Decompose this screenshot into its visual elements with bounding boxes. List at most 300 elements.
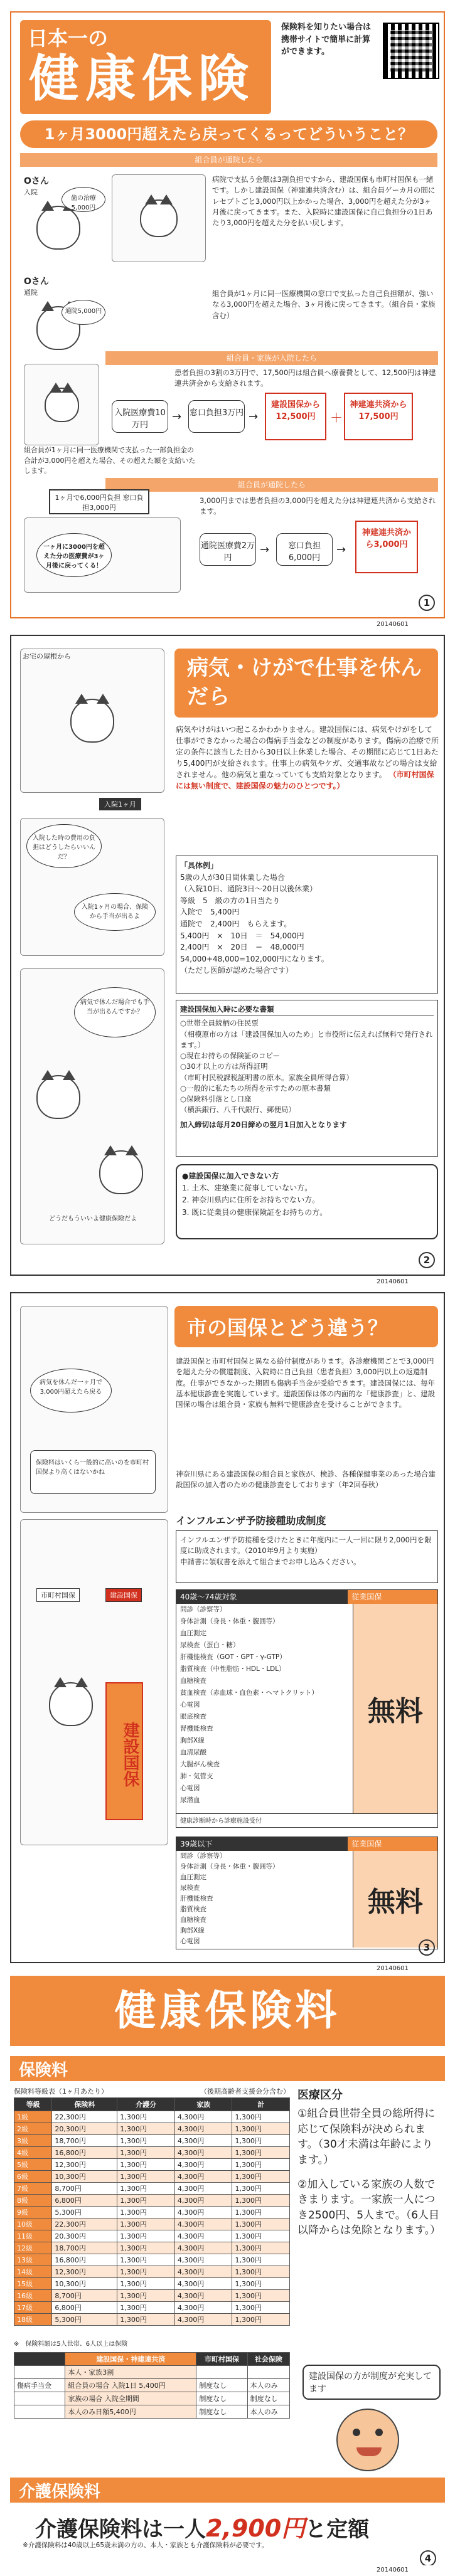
t1-row: 腎機能検査 — [180, 1725, 213, 1732]
document-line: （横浜銀行、八千代銀行、郵便局） — [180, 1105, 296, 1115]
body — [176, 724, 439, 849]
section-a: 保険料 — [10, 2056, 445, 2081]
table-cell: 1,300円 — [117, 2230, 175, 2242]
table-cell: 1,300円 — [232, 2242, 290, 2254]
table-row — [14, 2218, 290, 2230]
column-header: 家族 — [174, 2098, 232, 2111]
table-cell — [196, 2366, 247, 2379]
body-4: 組合員が1ヶ月に同一医療機関で支払った一部負担金の合計が3,000円を超えた場合、その超えた額を支給いたします。 — [24, 446, 196, 475]
left-caption-2: 保険料はいくら一般的に高いのを市町村国保より高くはないかね — [30, 1450, 156, 1494]
banner: 1ヶ月3000円超えたら戻ってくるってどういうこと？ — [20, 120, 437, 148]
table-cell: 12,300円 — [52, 2159, 117, 2171]
t2-head-right: 従業国保 — [348, 1837, 437, 1851]
table-cell: 4,300円 — [174, 2111, 232, 2123]
document-line: （相模原市の方は「建設国保加入のため」と市役所に伝えれば無料で発行されます。） — [180, 1029, 433, 1049]
t2-free: 無料 — [353, 1851, 437, 1948]
page-3 — [10, 1292, 445, 1963]
arrow-right-icon: → — [336, 543, 346, 556]
table-row — [14, 2135, 290, 2147]
table-cell: 1,300円 — [117, 2207, 175, 2218]
sign-board: 1ヶ月で6,000円負担 窓口負担3,000円 — [49, 489, 149, 514]
page-date: 20140601 — [377, 621, 409, 628]
table-cell: 20,300円 — [52, 2230, 117, 2242]
example-line: 5歳の人が30日間休業した場合 — [180, 872, 285, 882]
column-header: 等級 — [14, 2098, 52, 2111]
table-row — [14, 2171, 290, 2183]
page-date: 20140601 — [377, 1278, 409, 1285]
example-line: （ただし医師が認めた場合です） — [180, 966, 294, 975]
table-cell: 6,800円 — [52, 2195, 117, 2207]
example-line: 等級 5 級の方の1日当たり — [180, 896, 281, 905]
page-number: 1 — [419, 595, 435, 611]
table-cell: 8,700円 — [52, 2290, 117, 2302]
t2-rows — [176, 1851, 353, 1948]
table-cell: 1,300円 — [117, 2111, 175, 2123]
case-a-label: Oさん — [24, 176, 49, 186]
title-big: 健康保険 — [29, 50, 255, 108]
cat-illustration-icon — [36, 206, 80, 250]
body-3: 患者負担の3割の3万円で、17,500円は組合員へ療養費として、12,500円は神建連共済会から支給されます。 — [174, 368, 436, 388]
table-cell: 4,300円 — [174, 2314, 232, 2326]
case-b-sub: 通院 — [24, 289, 38, 297]
table-title-right: （後期高齢者支援金分含む） — [200, 2087, 290, 2096]
t1-row: 眼底検査 — [180, 1713, 206, 1720]
table-cell: 4,300円 — [174, 2183, 232, 2195]
table-cell: 1,300円 — [117, 2278, 175, 2290]
kaigo-amount: 2,900円 — [206, 2515, 306, 2542]
table-cell: 22,300円 — [52, 2218, 117, 2230]
table-cell: 本人のみ — [247, 2379, 289, 2392]
table-cell: 10,300円 — [52, 2171, 117, 2183]
table-cell: 18級 — [14, 2314, 52, 2326]
table-note: ※ 保険料額は5人世帯、6人以上は保険 — [14, 2341, 128, 2348]
table-cell: 18,700円 — [52, 2242, 117, 2254]
example-lines — [180, 872, 434, 977]
table-cell: 4,300円 — [174, 2207, 232, 2218]
warning-line: 1. 土木、建築業に従事していない方。 — [182, 1184, 313, 1193]
flow1-plus: ＋ — [330, 410, 343, 425]
section-b: 介護保険料 — [10, 2478, 445, 2503]
table-cell: 4,300円 — [174, 2123, 232, 2135]
table-cell: 16級 — [14, 2290, 52, 2302]
kaigo-text: 介護保険料は一人 — [35, 2517, 206, 2542]
table-cell: 1,300円 — [117, 2290, 175, 2302]
table-cell: 4,300円 — [174, 2254, 232, 2266]
example-line: 5,400円 × 10日 ＝ 54,000円 — [180, 931, 304, 940]
table-cell: 4,300円 — [174, 2278, 232, 2290]
t1-row: 血清尿酸 — [180, 1749, 206, 1756]
table-cell: 1,300円 — [232, 2230, 290, 2242]
document-line: ○30才以上の方は所得証明 — [180, 1062, 268, 1071]
roof-fall-illustration-icon — [20, 649, 164, 793]
table-cell: 1,300円 — [117, 2183, 175, 2195]
warning-box — [176, 1164, 438, 1239]
table-cell: 14級 — [14, 2266, 52, 2278]
table-row — [14, 2366, 290, 2379]
table-cell: 2級 — [14, 2123, 52, 2135]
column-header: 保険料 — [52, 2098, 117, 2111]
example-line: 入院で 5,400円 — [180, 908, 240, 917]
case-illustrations — [24, 174, 105, 363]
t1-foot: 健康診断時から診療施設受付 — [176, 1813, 437, 1826]
t2-row: 胸部X線 — [180, 1927, 205, 1934]
t1-rows — [176, 1604, 353, 1813]
table-cell: 1,300円 — [232, 2207, 290, 2218]
table-cell: 4,300円 — [174, 2171, 232, 2183]
compare-table — [14, 2352, 290, 2419]
column-header: 計 — [232, 2098, 290, 2111]
body-2: 組合員が1ヶ月に同一医療機関の窓口で支払った自己負担額が、強いなる3,000円を超えた場合、3ヶ月後に戻ってきます。（組合員・家族含む） — [212, 289, 436, 320]
t1-row: 胸部X線 — [180, 1737, 205, 1744]
t1-row: 血糖検査 — [180, 1677, 206, 1685]
t1-row: 尿検査（蛋白・糖） — [180, 1641, 240, 1649]
caption-3: 病気で休んだ場合でも手当が出るんですか？ — [74, 987, 156, 1037]
section-head-2: 組合員・家族が入院したら — [105, 351, 438, 365]
table-cell: 4,300円 — [174, 2147, 232, 2159]
case-a-sub: 入院 — [24, 188, 38, 196]
table-cell: 9級 — [14, 2207, 52, 2218]
caption-2: 入院1ヶ月の場合、保険から手当が出るよ — [74, 893, 156, 931]
t2-row: 血糖検査 — [180, 1916, 206, 1924]
table-cell: 1,300円 — [232, 2302, 290, 2314]
t2-head-left: 39歳以下 — [180, 1840, 213, 1848]
table-cell: 本人・家族3割 — [65, 2366, 196, 2379]
doctor-illustration-icon — [112, 174, 206, 262]
example-line: （入院10日、通院3日～20日以後休業） — [180, 884, 318, 894]
med-head: 医療区分 — [297, 2089, 343, 2102]
table-cell: 1,300円 — [117, 2147, 175, 2159]
bubble-c: 一ヶ月に3000円を超えた分の医療費が3ヶ月後に戻ってくる！ — [36, 533, 112, 577]
table-cell: 11級 — [14, 2230, 52, 2242]
table-cell: 家族の場合 入院全期間 — [65, 2392, 196, 2405]
warning-head: ●建設国保に加入できない方 — [182, 1172, 279, 1180]
page-title: 病気・けがで仕事を休んだら — [174, 649, 438, 718]
table-row — [14, 2405, 290, 2419]
column-header: 市町村国保 — [196, 2353, 247, 2366]
table-cell: 4級 — [14, 2147, 52, 2159]
table-cell: 10級 — [14, 2218, 52, 2230]
document-line: ○世帯全員続柄の住民票 — [180, 1019, 259, 1028]
table-cell: 4,300円 — [174, 2195, 232, 2207]
section-head-3: 組合員が通院したら — [105, 478, 438, 492]
table-row — [14, 2183, 290, 2195]
sign-kensetsu: 建設国保 — [105, 1588, 142, 1602]
flu-head: インフルエンザ予防接種助成制度 — [176, 1515, 326, 1527]
t1-row: 血圧測定 — [180, 1630, 206, 1637]
table-title-left: 保険料等級表（1ヶ月あたり） — [14, 2087, 108, 2096]
t1-row: 尿潜血 — [180, 1796, 200, 1804]
table-cell: 1,300円 — [117, 2314, 175, 2326]
sign-municipal: 市町村国保 — [36, 1588, 80, 1602]
left-caption-1: 病気を休んだ一ヶ月で3,000円超えたら戻る — [30, 1369, 112, 1413]
documents-box — [176, 1000, 438, 1157]
table-cell: 1,300円 — [117, 2302, 175, 2314]
table-cell — [14, 2392, 65, 2405]
warning-line: 2. 神奈川県内に住所をお持ちでない方。 — [182, 1195, 320, 1205]
table-row — [14, 2314, 290, 2326]
table-cell: 1,300円 — [117, 2218, 175, 2230]
t2-row: 脂質検査 — [180, 1905, 206, 1913]
table-cell: 1,300円 — [117, 2123, 175, 2135]
t2-row: 問診（診察等） — [180, 1852, 227, 1860]
table-cell: 12級 — [14, 2242, 52, 2254]
cat-illustration-icon — [36, 1075, 80, 1119]
cat-illustration-icon — [49, 1682, 93, 1726]
t2-row: 尿検査 — [180, 1884, 200, 1892]
caption-4: どうだもういいよ健康保険だよ — [49, 1216, 137, 1222]
t1-row: 問診（診察等） — [180, 1606, 227, 1613]
column-header: 建設国保・神建連共済 — [65, 2353, 196, 2366]
t1-row: 心電図 — [180, 1701, 200, 1709]
table-cell: 8,700円 — [52, 2183, 117, 2195]
table-row — [14, 2123, 290, 2135]
body-1: 病院で支払う金額は3割負担ですから、建設国保も市町村国保も一緒です。しかし建設国保（神建連共済含む）は、組合員ゲーカ月の間にレセプトごと3,000円以上かかった場合、3,000円を超えた分が3ヶ月後に戻ってきます。また、入院時に建設国保に自己負担分の1日あたり3,000円を超えた分を払い戻します。 — [212, 175, 436, 227]
hospital-bed-illustration-icon — [24, 364, 99, 445]
flu-sub: 申請書に領収書を添えて組合までお申し込みください。 — [180, 1557, 361, 1566]
page-number: 2 — [419, 1252, 435, 1268]
table-cell: 1,300円 — [117, 2254, 175, 2266]
body-5: 3,000円までは患者負担の3,000円を超えた分は神建連共済から支給されます。 — [200, 496, 436, 516]
page-date: 20140601 — [377, 1965, 409, 1972]
flu-body: インフルエンザ予防接種を受けたときに年度内に一人一回に限り2,000円を限度に助成されます。（2010年9月より実施） — [180, 1535, 432, 1556]
example-head: 「具体例」 — [180, 861, 218, 870]
body-2: 神奈川県にある建設国保の組合員と家族が、検診、各種保健事業のあった場合建設国保の加入者のための健康診査をしております（年2回春秋） — [176, 1470, 436, 1490]
example-line: 2,400円 × 20日 ＝ 48,000円 — [180, 943, 304, 952]
arrow-right-icon: → — [172, 410, 182, 423]
table-cell: 5,300円 — [52, 2207, 117, 2218]
document-line: ○一般的に私たちの所得を示すための原本書類 — [180, 1083, 331, 1093]
arrow-right-icon: → — [249, 410, 259, 423]
arrow-right-icon: → — [260, 543, 270, 556]
t1-head-right: 従業国保 — [348, 1590, 437, 1604]
table-cell: 1,300円 — [232, 2195, 290, 2207]
cat-illustration-icon — [99, 1150, 143, 1194]
body: 建設国保と市町村国保と異なる給付制度があります。各診療機関ごとで3,000円を超えた分の償還制度、入院時に自己負担（患者負担）3,000円以上の返還制度。仕事ができなかった期間も傷病手当金が受給できます。建設国保には、毎年基本健康診査を実施しています。建設国保は体の内面的な「健康診査」と、建設国保の場合は組合員・家族も無料で健康診査を受けることができます。 — [176, 1357, 436, 1409]
table-cell: 7級 — [14, 2183, 52, 2195]
table-cell: 1,300円 — [232, 2266, 290, 2278]
page-title: 市の国保とどう違う？ — [174, 1306, 438, 1347]
table-row — [14, 2195, 290, 2207]
table-row — [14, 2230, 290, 2242]
table-cell: 1,300円 — [232, 2147, 290, 2159]
t1-row: 身体計測（身長・体重・腹囲等） — [180, 1618, 279, 1625]
table-cell: 1,300円 — [232, 2111, 290, 2123]
flow2-box-1: 通院医療費2万円 — [200, 533, 256, 566]
t1-row: 貧血検査（赤血球・血色素・ヘマトクリット） — [180, 1689, 318, 1697]
vertical-banner: 建設国保 — [105, 1682, 143, 1820]
example-box — [176, 856, 438, 994]
table-cell: 16,800円 — [52, 2147, 117, 2159]
table-cell: 1,300円 — [117, 2242, 175, 2254]
table-cell: 4,300円 — [174, 2242, 232, 2254]
med-2: ②加入している家族の人数できまります。一家族一人につき2500円、5人まで。（6人目以降からは免除となります。） — [297, 2178, 441, 2237]
table-row — [14, 2266, 290, 2278]
page-number: 4 — [420, 2550, 436, 2565]
table-cell: 1,300円 — [232, 2290, 290, 2302]
flow1-box-2: 窓口負担3万円 — [188, 400, 245, 433]
page-date: 20140601 — [377, 2567, 409, 2573]
checkup-table-2 — [176, 1837, 438, 1949]
table-cell: 1,300円 — [232, 2314, 290, 2326]
premium-table — [14, 2097, 290, 2326]
t1-head-left: 40歳～74歳対象 — [180, 1593, 237, 1601]
table-cell: 6級 — [14, 2171, 52, 2183]
bubble-a: 歯の治療5,000円 — [62, 187, 105, 212]
body-red: （市町村国保には無い制度で、建設国保の魅力のひとつです。） — [176, 770, 434, 790]
table-row — [14, 2254, 290, 2266]
table-cell: 17級 — [14, 2302, 52, 2314]
column-header — [14, 2353, 65, 2366]
example-line: 通院で 2,400円 もらえます。 — [180, 919, 292, 928]
flu-box — [176, 1530, 438, 1583]
table-cell: 12,300円 — [52, 2266, 117, 2278]
table-cell: 18,700円 — [52, 2135, 117, 2147]
table-cell: 1,300円 — [232, 2183, 290, 2195]
flow1-box-1: 入院医療費10万円 — [112, 400, 168, 433]
t2-row: 心電図 — [180, 1937, 200, 1945]
documents-head: 建設国保加入時に必要な書類 — [180, 1004, 434, 1015]
case-b-label: Oさん — [24, 277, 49, 287]
table-cell — [14, 2405, 65, 2419]
bubble-b: 通院5,000円 — [62, 300, 105, 325]
column-header: 社会保険 — [247, 2353, 289, 2366]
table-cell: 傷病手当金 — [14, 2379, 65, 2392]
table-cell: 1,300円 — [232, 2218, 290, 2230]
table-cell: 4,300円 — [174, 2290, 232, 2302]
table-cell: 本人のみ — [247, 2405, 289, 2419]
table-row — [14, 2302, 290, 2314]
table-row — [14, 2147, 290, 2159]
t2-row: 肝機能検査 — [180, 1895, 213, 1902]
section-head-1: 組合員が通院したら — [20, 153, 437, 167]
table-cell: 1,300円 — [117, 2171, 175, 2183]
table-cell: 22,300円 — [52, 2111, 117, 2123]
table-cell: 1級 — [14, 2111, 52, 2123]
table-cell: 4,300円 — [174, 2218, 232, 2230]
table-cell: 1,300円 — [232, 2123, 290, 2135]
table-cell: 13級 — [14, 2254, 52, 2266]
document-line: ○保険料引落とし口座 — [180, 1095, 252, 1103]
table-cell: 5,300円 — [52, 2314, 117, 2326]
tag-2: 入院1ヶ月 — [99, 798, 141, 810]
t2-row: 身体計測（身長・体重・腹囲等） — [180, 1863, 279, 1870]
kaigo-tail: と定額 — [305, 2517, 370, 2542]
table-title — [14, 2086, 290, 2096]
table-row — [14, 2207, 290, 2218]
table-cell: 本人のみ日額5,400円 — [65, 2405, 196, 2419]
table-row — [14, 2111, 290, 2123]
table-cell: 4,300円 — [174, 2230, 232, 2242]
checkup-table-1 — [176, 1589, 438, 1828]
t2-row: 血圧測定 — [180, 1874, 206, 1881]
table-row — [14, 2379, 290, 2392]
table-cell: 4,300円 — [174, 2266, 232, 2278]
table-cell: 1,300円 — [117, 2159, 175, 2171]
flow1-red-1: 建設国保から12,500円 — [265, 393, 326, 440]
flow1-red-2: 神建連共済から17,500円 — [344, 393, 413, 440]
table-cell: 15級 — [14, 2278, 52, 2290]
table-cell: 制度なし — [196, 2379, 247, 2392]
table-cell: 1,300円 — [117, 2135, 175, 2147]
table-row — [14, 2290, 290, 2302]
table-cell: 1,300円 — [232, 2159, 290, 2171]
qr-code-icon[interactable] — [383, 23, 439, 79]
page-1 — [10, 11, 445, 618]
flow2-box-2: 窓口負担6,000円 — [276, 533, 333, 566]
table-row — [14, 2278, 290, 2290]
table-cell: 1,300円 — [232, 2278, 290, 2290]
med-1: ①組合員世帯全員の総所得に応じて保険料が決められます。（30才未満は年齢によります。） — [297, 2107, 436, 2166]
page-2 — [10, 635, 445, 1276]
document-line: （市町村民税課税証明書の原本。家族全員所得合算） — [180, 1073, 353, 1082]
warning-lines — [182, 1182, 432, 1219]
table-cell: 10,300円 — [52, 2278, 117, 2290]
kaigo-line — [35, 2509, 437, 2542]
table-cell: 1,300円 — [232, 2171, 290, 2183]
kaigo-note: ※介護保険料は40歳以上65歳未満の方の、本人・家族とも介護保険料が必要です。 — [23, 2542, 269, 2549]
t1-row: 心電図 — [180, 1784, 200, 1792]
bubble: 建設国保の方が制度が充実してます — [302, 2365, 441, 2400]
table-cell: 制度なし — [247, 2392, 289, 2405]
table-cell: 6,800円 — [52, 2302, 117, 2314]
page-4 — [10, 1976, 445, 2565]
page-number: 3 — [419, 1939, 435, 1956]
qr-text: 保険料を知りたい場合は携帯サイトで簡単に計算ができます。 — [281, 23, 372, 56]
warning-line: 3. 既に従業員の健康保険証をお持ちの方。 — [182, 1207, 328, 1217]
table-cell — [247, 2366, 289, 2379]
table-cell: 5級 — [14, 2159, 52, 2171]
t1-free: 無料 — [353, 1604, 437, 1813]
table-cell: 4,300円 — [174, 2159, 232, 2171]
table-cell: 3級 — [14, 2135, 52, 2147]
table-cell: 16,800円 — [52, 2254, 117, 2266]
title-panel — [20, 20, 271, 114]
table-cell — [14, 2366, 65, 2379]
column-header: 介護分 — [117, 2098, 175, 2111]
table-cell: 4,300円 — [174, 2302, 232, 2314]
cats-compare-illustration-icon — [20, 1519, 168, 1845]
body-text: 病気やけがはいつ起こるかわかりません。建設国保には、病気やけがをして仕事ができなかった場合の傷病手当金などの制度があります。傷病の治療で所定の条件に該当した日から30日以上休業した場合、その期間に応じて1日あたり5,400円が支給されます。仕事上の病気やケガ、交通事故などの場合は支給されません。他の病気と重なっていても支給対象となります。 — [176, 725, 439, 779]
table-cell: 20,300円 — [52, 2123, 117, 2135]
table-cell: 制度なし — [196, 2392, 247, 2405]
table-row — [14, 2242, 290, 2254]
page-title: 健康保険料 — [10, 1976, 445, 2046]
t1-row: 大腸がん検査 — [180, 1761, 220, 1768]
tag-1: お宅の屋根から — [23, 652, 71, 660]
table-cell: 組合員の場合 入院1日 5,400円 — [65, 2379, 196, 2392]
table-cell: 制度なし — [196, 2405, 247, 2419]
documents-lines — [180, 1018, 434, 1115]
table-cell: 1,300円 — [232, 2254, 290, 2266]
table-cell: 1,300円 — [117, 2266, 175, 2278]
monkey-mascot-icon — [336, 2409, 399, 2471]
table-row — [14, 2159, 290, 2171]
table-cell: 1,300円 — [232, 2135, 290, 2147]
table-cell: 8級 — [14, 2195, 52, 2207]
flow2-red: 神建連共済から3,000円 — [355, 521, 418, 573]
t1-row: 肝機能検査（GOT・GPT・γ-GTP） — [180, 1653, 286, 1661]
t1-row: 肺・気管支 — [180, 1773, 213, 1780]
title-small: 日本一の — [28, 26, 109, 50]
documents-foot: 加入締切は毎月20日締めの翌月1日加入となります — [180, 1120, 347, 1129]
table-cell: 1,300円 — [117, 2195, 175, 2207]
t1-row: 脂質検査（中性脂肪・HDL・LDL） — [180, 1665, 286, 1673]
medical-category — [297, 2086, 442, 2337]
table-cell: 4,300円 — [174, 2135, 232, 2147]
example-line: 54,000+48,000=102,000円になります。 — [180, 954, 329, 963]
table-row — [14, 2392, 290, 2405]
caption-1: 入院した時の費用の負担はどうしたらいいんだ？ — [26, 824, 102, 868]
